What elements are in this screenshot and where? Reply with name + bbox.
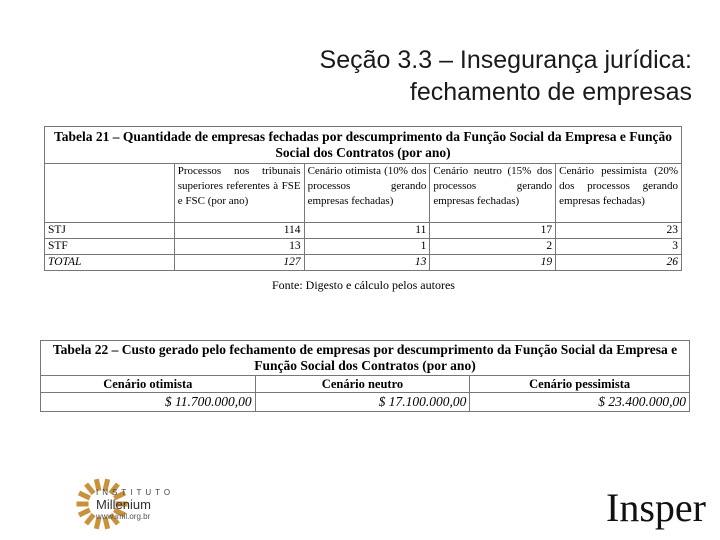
table-22-caption: Tabela 22 – Custo gerado pelo fechamento de empresas por descumprimento da Função Social da Empresa e Função Social dos Contratos (por ano) (41, 341, 690, 376)
table-21-header-cell: Cenário pessimista (20% dos processos gerando empresas fechadas) (556, 164, 682, 223)
table-cell: 13 (174, 239, 304, 255)
table-cell: 19 (430, 255, 556, 271)
millenium-logo-line3: www.imil.org.br (96, 512, 151, 521)
table-22-header-cell: Cenário pessimista (470, 376, 690, 393)
table-cell: 114 (174, 223, 304, 239)
table-cell: 13 (304, 255, 430, 271)
table-cell: STJ (45, 223, 175, 239)
table-row (41, 393, 690, 412)
insper-logo: Insper (606, 485, 706, 530)
slide-title-line2: fechamento de empresas (409, 78, 692, 106)
table-21-caption: Tabela 21 – Quantidade de empresas fechadas por descumprimento da Função Social da Empresa e Função Social dos Contratos (por ano) (45, 127, 682, 164)
sunburst-ray (78, 491, 91, 501)
table-22 (40, 340, 690, 412)
table-cell: 26 (556, 255, 682, 271)
slide-title (320, 44, 692, 108)
table-cell: 3 (556, 239, 682, 255)
table-cell: $ 11.700.000,00 (41, 393, 256, 412)
table-22-header-cell: Cenário neutro (255, 376, 470, 393)
table-total-row (45, 255, 682, 271)
table-cell: STF (45, 239, 175, 255)
table-21-header-cell (45, 164, 175, 223)
table-row (45, 239, 682, 255)
table-cell: 17 (430, 223, 556, 239)
table-21-source: Fonte: Digesto e cálculo pelos autores (272, 278, 455, 292)
slide-title-line1: Seção 3.3 – Insegurança jurídica: (319, 46, 692, 74)
table-22-header-row (41, 376, 690, 393)
table-cell: 127 (174, 255, 304, 271)
table-21-header-cell: Cenário neutro (15% dos processos gerando empresas fechadas) (430, 164, 556, 223)
table-21 (44, 126, 682, 271)
table-cell: 1 (304, 239, 430, 255)
table-21-header-cell: Cenário otimista (10% dos processos gerando empresas fechadas) (304, 164, 430, 223)
sunburst-ray (84, 513, 95, 525)
table-cell: $ 17.100.000,00 (255, 393, 470, 412)
table-cell: 23 (556, 223, 682, 239)
table-22-header-cell: Cenário otimista (41, 376, 256, 393)
table-21-header-row (45, 164, 682, 223)
table-row (45, 223, 682, 239)
table-cell: 11 (304, 223, 430, 239)
table-cell: TOTAL (45, 255, 175, 271)
table-21-header-cell: Processos nos tribunais superiores referentes à FSE e FSC (por ano) (174, 164, 304, 223)
sunburst-ray (84, 483, 95, 495)
sunburst-ray (78, 508, 91, 518)
millenium-logo-text (96, 488, 174, 522)
sunburst-ray (77, 502, 89, 507)
millenium-logo-line1: INSTITUTO (96, 488, 175, 497)
millenium-logo-line2: Millenium (96, 497, 151, 512)
table-cell: $ 23.400.000,00 (470, 393, 690, 412)
table-cell: 2 (430, 239, 556, 255)
